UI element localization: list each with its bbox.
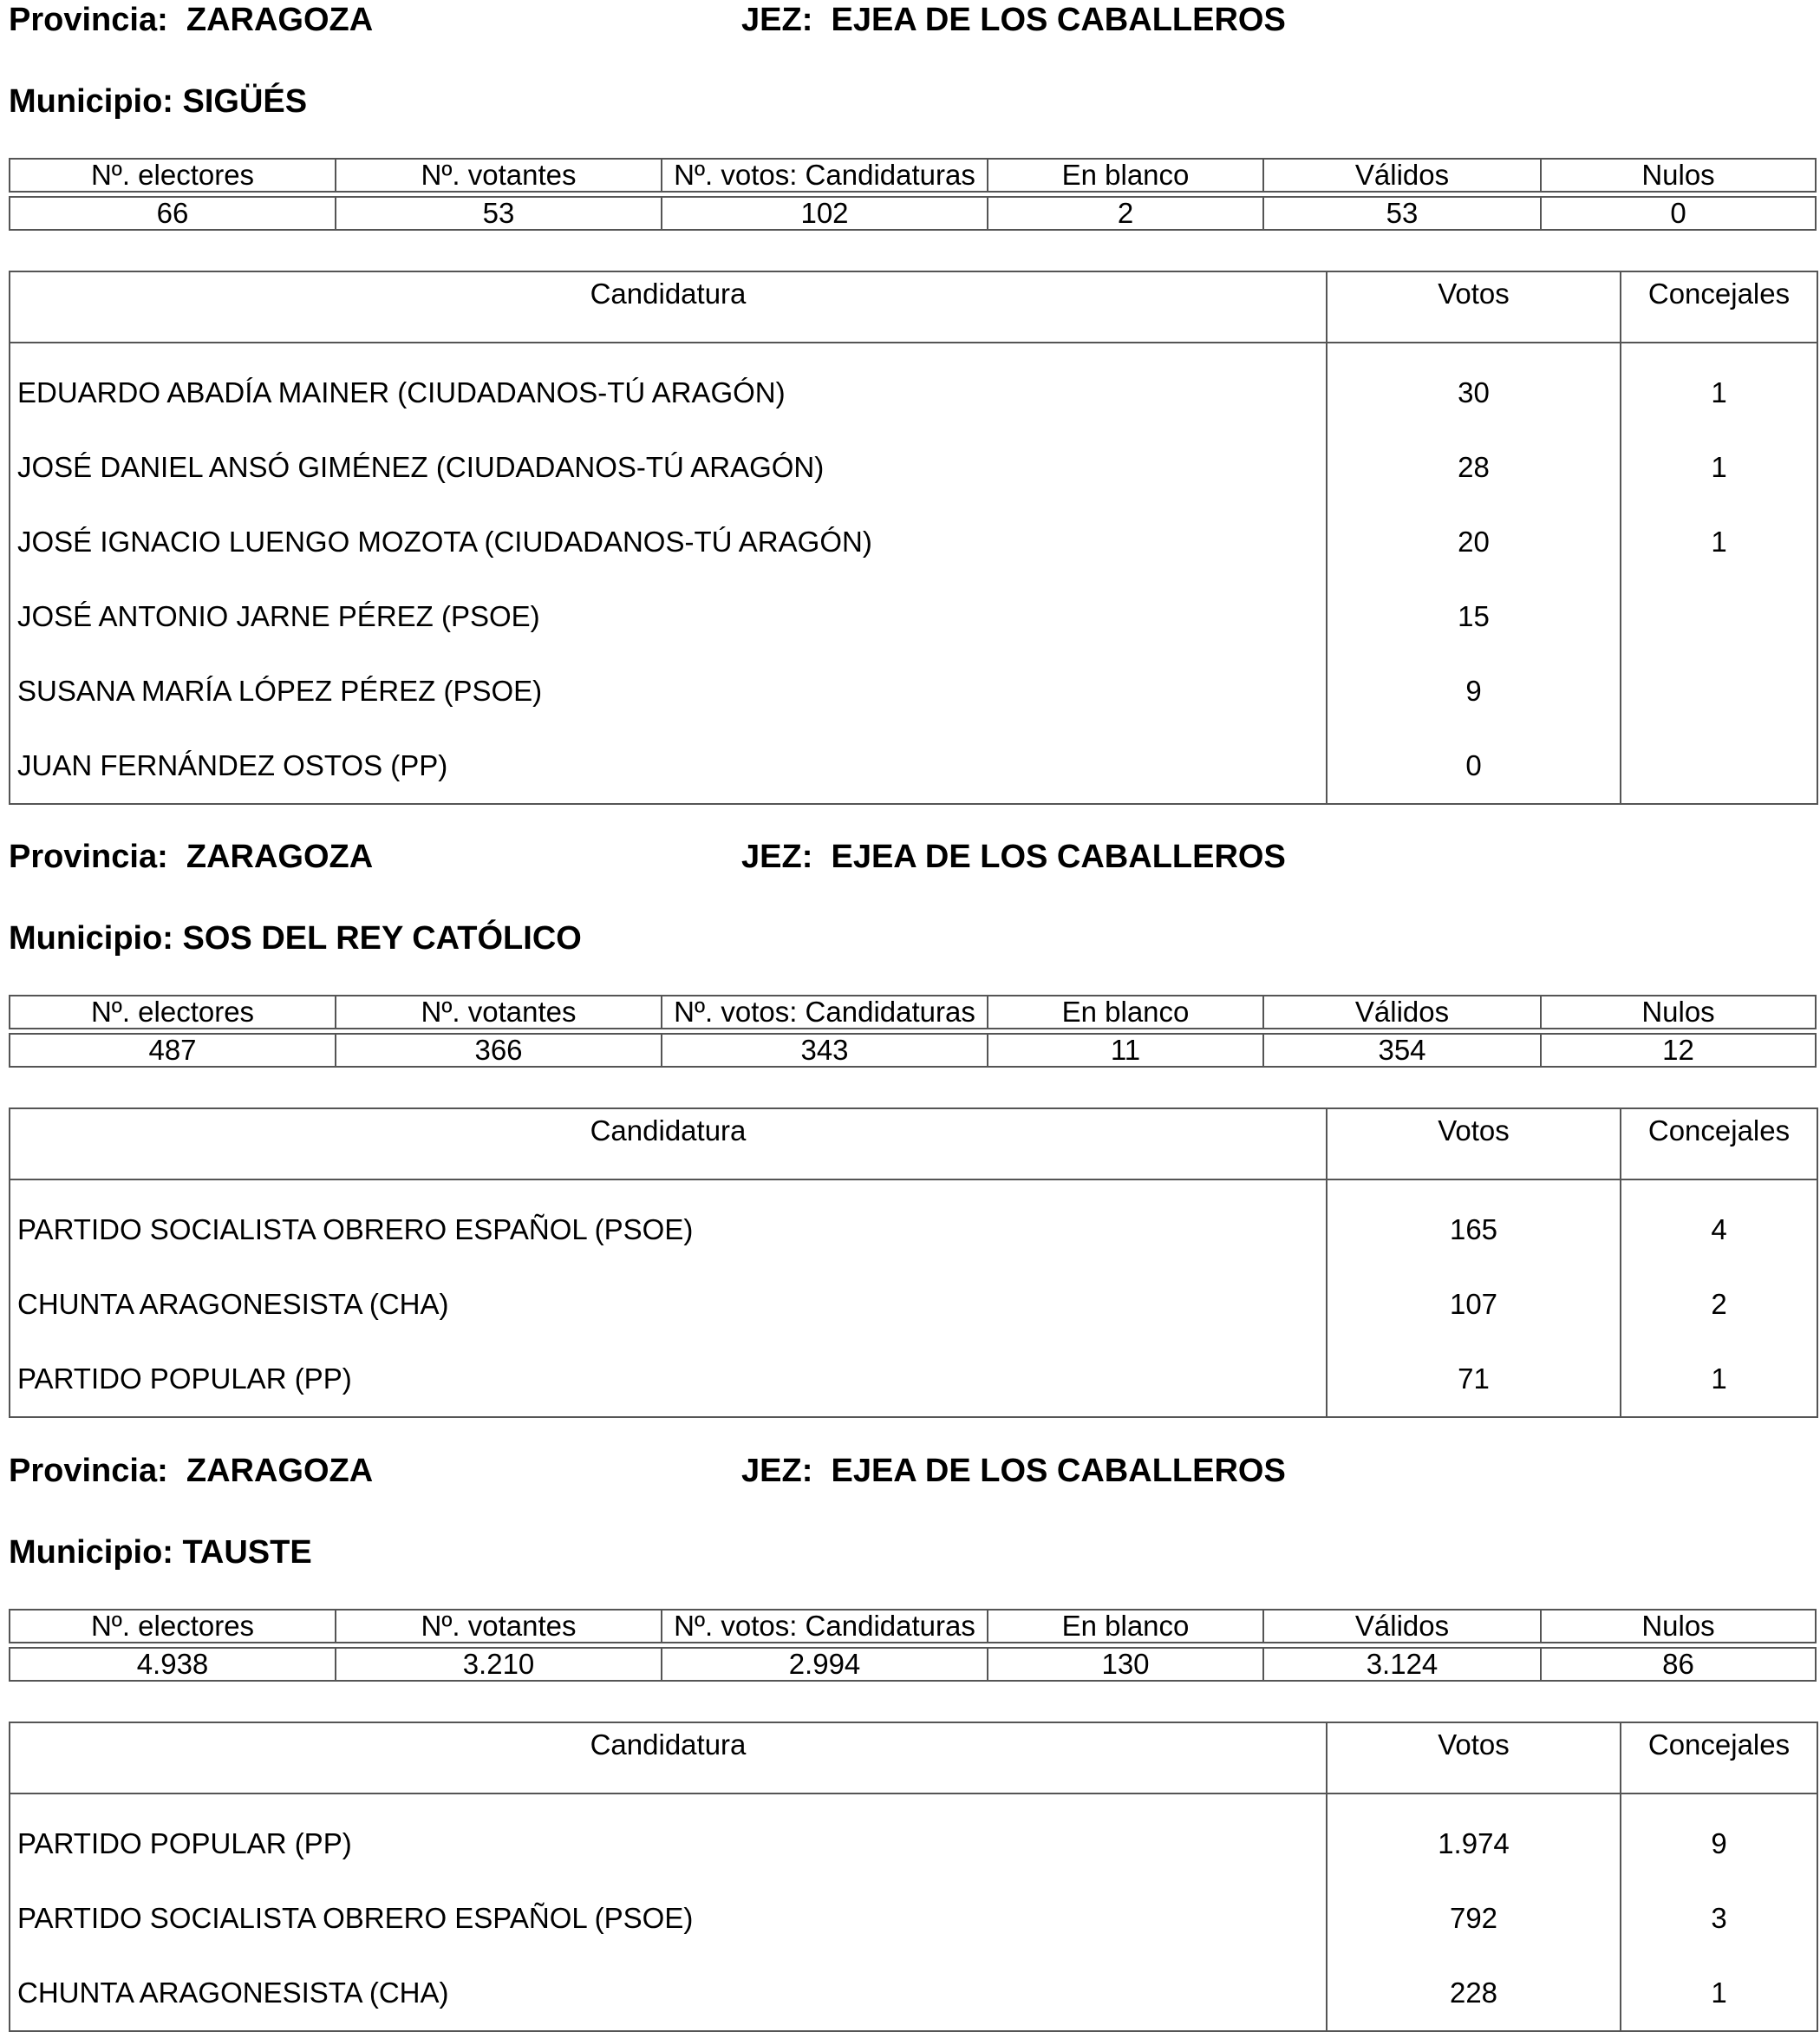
- candidates-header-row: [10, 1109, 1817, 1180]
- stats-header-cell: Nulos: [1541, 996, 1816, 1029]
- candidate-name: PARTIDO SOCIALISTA OBRERO ESPAÑOL (PSOE): [10, 1881, 1327, 1956]
- candidates-table: [9, 1722, 1818, 2032]
- candidate-concejales: [1621, 579, 1817, 654]
- stats-value-cell: 102: [662, 197, 988, 230]
- candidates-header-row: [10, 1723, 1817, 1794]
- header-candidatura: Candidatura: [10, 272, 1327, 342]
- candidate-name: PARTIDO SOCIALISTA OBRERO ESPAÑOL (PSOE): [10, 1192, 1327, 1267]
- jez-value: EJEA DE LOS CABALLEROS: [831, 839, 1286, 875]
- padding-cell: [10, 1180, 1327, 1192]
- municipio-header: [9, 82, 307, 121]
- stats-header-cell: En blanco: [988, 1610, 1263, 1643]
- header-concejales: Concejales: [1647, 1728, 1791, 1761]
- stats-table: [9, 158, 1817, 231]
- stats-value-cell: 354: [1263, 1034, 1541, 1067]
- candidate-votes: 15: [1327, 579, 1621, 654]
- candidate-row: [10, 430, 1817, 505]
- padding-cell: [10, 343, 1327, 356]
- provincia-label: Provincia:: [9, 2, 168, 38]
- stats-value-cell: 366: [336, 1034, 662, 1067]
- municipio-label: Municipio:: [9, 1534, 173, 1571]
- candidate-row: [10, 356, 1817, 430]
- provincia-header: [9, 0, 373, 40]
- candidate-concejales: 9: [1711, 1827, 1727, 1859]
- jez-value: EJEA DE LOS CABALLEROS: [831, 1453, 1286, 1489]
- stats-value-cell: 86: [1541, 1648, 1816, 1681]
- stats-value-cell: 2: [988, 197, 1263, 230]
- candidate-name: CHUNTA ARAGONESISTA (CHA): [10, 1956, 1327, 2030]
- municipio-value: TAUSTE: [182, 1534, 312, 1571]
- stats-header-cell: En blanco: [988, 159, 1263, 192]
- candidate-votes: 71: [1327, 1342, 1621, 1416]
- stats-header-cell: Nº. votantes: [336, 996, 662, 1029]
- stats-header-row: [10, 996, 1816, 1029]
- stats-value-cell: 66: [10, 197, 336, 230]
- candidate-name: SUSANA MARÍA LÓPEZ PÉREZ (PSOE): [10, 654, 1327, 729]
- stats-header-cell: Nº. votos: Candidaturas: [662, 1610, 988, 1643]
- jez-value: EJEA DE LOS CABALLEROS: [831, 2, 1286, 38]
- stats-value-row: [10, 197, 1816, 230]
- header-concejales: Concejales: [1647, 1114, 1791, 1147]
- stats-value-row: [10, 1034, 1816, 1067]
- provincia-label: Provincia:: [9, 1453, 168, 1489]
- municipio-value: SIGÜÉS: [182, 83, 308, 120]
- stats-value-row: [10, 1648, 1816, 1681]
- candidate-row: [10, 1807, 1817, 1881]
- candidates-top-padding: [10, 1180, 1817, 1192]
- candidate-concejales: 2: [1711, 1288, 1727, 1320]
- stats-header-cell: Nº. electores: [10, 996, 336, 1029]
- stats-value-cell: 130: [988, 1648, 1263, 1681]
- stats-header-cell: Válidos: [1263, 996, 1541, 1029]
- candidate-name: JOSÉ ANTONIO JARNE PÉREZ (PSOE): [10, 579, 1327, 654]
- header-concejales: Concejales: [1647, 278, 1791, 310]
- stats-value-cell: 11: [988, 1034, 1263, 1067]
- candidate-concejales: 1: [1711, 526, 1727, 558]
- stats-value-cell: 53: [1263, 197, 1541, 230]
- stats-header-cell: Nº. electores: [10, 1610, 336, 1643]
- candidate-row: [10, 579, 1817, 654]
- candidate-concejales: 4: [1711, 1213, 1727, 1245]
- stats-header-cell: Nº. votos: Candidaturas: [662, 996, 988, 1029]
- candidate-row: [10, 1881, 1817, 1956]
- candidate-row: [10, 1267, 1817, 1342]
- candidates-top-padding: [10, 343, 1817, 356]
- jez-header: [741, 1451, 1286, 1491]
- stats-header-cell: En blanco: [988, 996, 1263, 1029]
- stats-table: [9, 1609, 1817, 1682]
- municipio-label: Municipio:: [9, 83, 173, 120]
- stats-value-cell: 4.938: [10, 1648, 336, 1681]
- jez-header: [741, 0, 1286, 40]
- candidate-concejales: 1: [1711, 376, 1727, 408]
- candidate-name: PARTIDO POPULAR (PP): [10, 1807, 1327, 1881]
- municipio-value: SOS DEL REY CATÓLICO: [182, 920, 582, 957]
- candidate-row: [10, 1956, 1817, 2030]
- provincia-value: ZARAGOZA: [186, 1453, 374, 1489]
- padding-cell: [1621, 1794, 1817, 1807]
- stats-value-cell: 0: [1541, 197, 1816, 230]
- candidate-votes: 30: [1327, 356, 1621, 430]
- padding-cell: [1621, 343, 1817, 356]
- padding-cell: [1327, 343, 1621, 356]
- header-candidatura: Candidatura: [10, 1109, 1327, 1179]
- provincia-header: [9, 1451, 373, 1491]
- stats-header-row: [10, 1610, 1816, 1643]
- municipio-header: [9, 1532, 312, 1572]
- stats-header-cell: Nulos: [1541, 159, 1816, 192]
- candidate-name: CHUNTA ARAGONESISTA (CHA): [10, 1267, 1327, 1342]
- candidate-row: [10, 1192, 1817, 1267]
- candidates-table: [9, 1107, 1818, 1418]
- stats-value-cell: 3.210: [336, 1648, 662, 1681]
- candidate-votes: 9: [1327, 654, 1621, 729]
- candidate-row: [10, 729, 1817, 803]
- provincia-value: ZARAGOZA: [186, 839, 374, 875]
- candidate-concejales: [1621, 729, 1817, 803]
- candidate-name: JUAN FERNÁNDEZ OSTOS (PP): [10, 729, 1327, 803]
- provincia-value: ZARAGOZA: [186, 2, 374, 38]
- candidates-header-row: [10, 272, 1817, 343]
- stats-header-cell: Nulos: [1541, 1610, 1816, 1643]
- stats-table: [9, 995, 1817, 1068]
- jez-label: JEZ:: [741, 1453, 813, 1489]
- stats-header-cell: Válidos: [1263, 159, 1541, 192]
- candidate-name: EDUARDO ABADÍA MAINER (CIUDADANOS-TÚ ARAGÓN): [10, 356, 1327, 430]
- padding-cell: [1621, 1180, 1817, 1192]
- candidate-concejales: [1621, 654, 1817, 729]
- candidate-votes: 20: [1327, 505, 1621, 579]
- candidate-votes: 165: [1327, 1192, 1621, 1267]
- provincia-label: Provincia:: [9, 839, 168, 875]
- stats-value-cell: 12: [1541, 1034, 1816, 1067]
- candidates-top-padding: [10, 1794, 1817, 1807]
- candidate-name: PARTIDO POPULAR (PP): [10, 1342, 1327, 1416]
- provincia-header: [9, 837, 373, 877]
- municipio-header: [9, 918, 582, 958]
- candidate-votes: 1.974: [1327, 1807, 1621, 1881]
- stats-header-cell: Nº. votantes: [336, 159, 662, 192]
- candidate-row: [10, 505, 1817, 579]
- candidates-table: [9, 271, 1818, 805]
- candidate-votes: 228: [1327, 1956, 1621, 2030]
- stats-value-cell: 3.124: [1263, 1648, 1541, 1681]
- padding-cell: [10, 1794, 1327, 1807]
- padding-cell: [1327, 1794, 1621, 1807]
- candidate-concejales: 1: [1711, 1976, 1727, 2009]
- header-votos: Votos: [1327, 1109, 1621, 1179]
- stats-value-cell: 343: [662, 1034, 988, 1067]
- stats-header-cell: Nº. votos: Candidaturas: [662, 159, 988, 192]
- padding-cell: [1327, 1180, 1621, 1192]
- candidate-concejales: 3: [1711, 1902, 1727, 1934]
- candidate-votes: 107: [1327, 1267, 1621, 1342]
- candidate-concejales: 1: [1711, 1362, 1727, 1395]
- header-votos: Votos: [1327, 272, 1621, 342]
- stats-header-cell: Nº. votantes: [336, 1610, 662, 1643]
- jez-label: JEZ:: [741, 2, 813, 38]
- candidate-concejales: 1: [1711, 451, 1727, 483]
- candidate-name: JOSÉ DANIEL ANSÓ GIMÉNEZ (CIUDADANOS-TÚ ARAGÓN): [10, 430, 1327, 505]
- candidate-row: [10, 1342, 1817, 1416]
- jez-header: [741, 837, 1286, 877]
- candidate-votes: 792: [1327, 1881, 1621, 1956]
- header-candidatura: Candidatura: [10, 1723, 1327, 1793]
- stats-value-cell: 487: [10, 1034, 336, 1067]
- stats-value-cell: 2.994: [662, 1648, 988, 1681]
- jez-label: JEZ:: [741, 839, 813, 875]
- candidate-row: [10, 654, 1817, 729]
- stats-value-cell: 53: [336, 197, 662, 230]
- candidate-name: JOSÉ IGNACIO LUENGO MOZOTA (CIUDADANOS-TÚ ARAGÓN): [10, 505, 1327, 579]
- candidate-votes: 28: [1327, 430, 1621, 505]
- stats-header-cell: Válidos: [1263, 1610, 1541, 1643]
- stats-header-cell: Nº. electores: [10, 159, 336, 192]
- municipio-label: Municipio:: [9, 920, 173, 957]
- candidate-votes: 0: [1327, 729, 1621, 803]
- header-votos: Votos: [1327, 1723, 1621, 1793]
- stats-header-row: [10, 159, 1816, 192]
